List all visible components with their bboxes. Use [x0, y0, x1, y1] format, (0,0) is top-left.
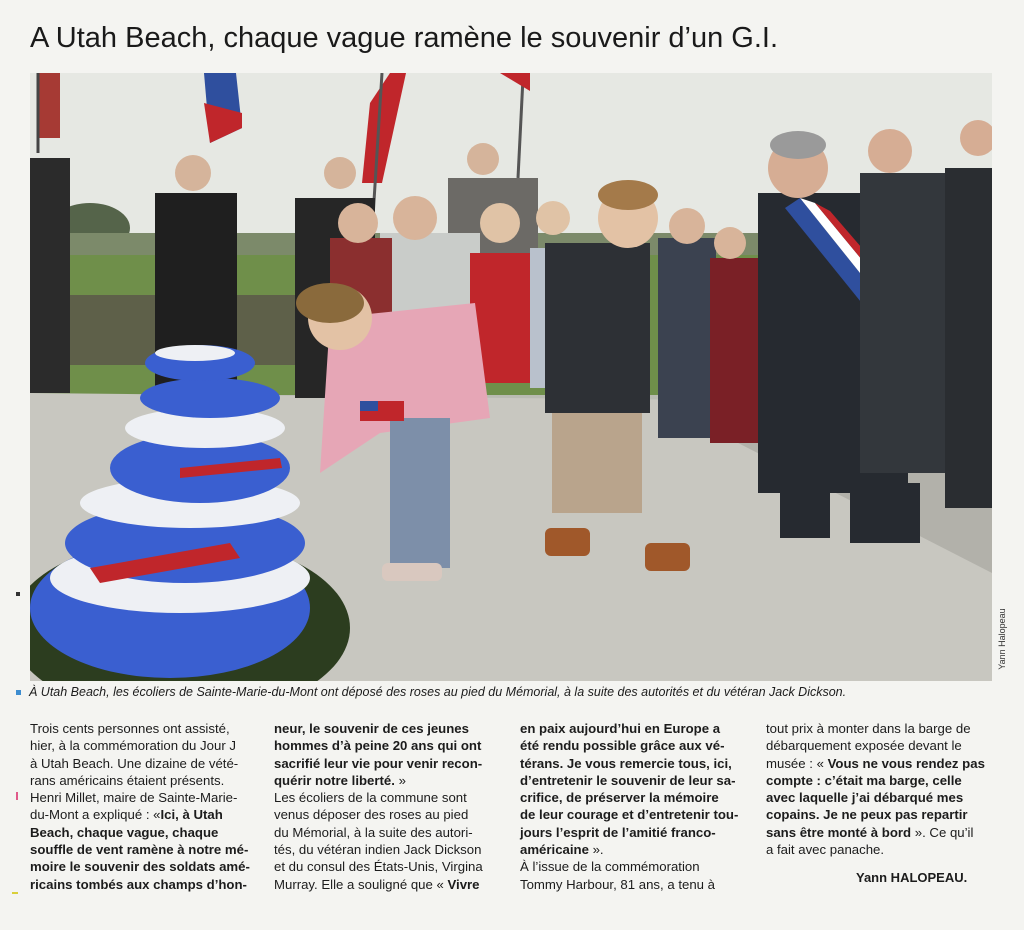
article-line-text: Murray. Elle a souligné que «	[274, 876, 444, 892]
article-line-text: sacrifié leur vie pour venir recon-	[274, 755, 483, 771]
article-line	[30, 772, 250, 789]
article-line-text: compte : c’était ma barge, celle	[766, 772, 962, 788]
article-line-text: À l’issue de la commémoration	[520, 859, 700, 875]
article-line	[766, 789, 986, 806]
article-line	[766, 806, 986, 823]
photo-credit	[992, 606, 1010, 680]
article-line-text: du-Mont a expliqué : «	[30, 807, 161, 823]
article-line	[30, 841, 250, 858]
article-line-text: été rendu possible grâce aux vé-	[520, 738, 725, 754]
article-line	[30, 858, 250, 875]
article-line-text: en paix aujourd’hui en Europe a	[520, 721, 721, 736]
article-line-text: Beach, chaque vague, chaque	[30, 824, 219, 840]
article-line	[30, 824, 250, 841]
article-line-text: tés, du vétéran indien Jack Dickson	[274, 842, 482, 858]
article-line-text: Trois cents personnes ont assisté,	[30, 721, 230, 736]
article-line-text: avec laquelle j’ai débarqué mes	[766, 790, 964, 806]
article-line	[274, 858, 494, 875]
article-line	[520, 789, 740, 806]
article-line-text: américaine	[520, 842, 589, 858]
article-line-text: Les écoliers de la commune sont	[274, 790, 467, 806]
article-photo	[30, 73, 992, 681]
article-column-2	[274, 720, 494, 893]
photo-credit-text: Yann Halopeau	[997, 608, 1007, 670]
article-line	[766, 772, 986, 789]
article-line-text: venus déposer des roses au pied	[274, 807, 469, 823]
article-line	[30, 789, 250, 806]
article-line	[274, 737, 494, 754]
margin-mark	[16, 792, 18, 800]
article-line-plain-tail: ». Ce qu’il	[911, 824, 974, 840]
article-line	[520, 858, 740, 875]
article-line-text: musée : «	[766, 755, 824, 771]
article-line	[520, 806, 740, 823]
article-line-text: d’entretenir le souvenir de leur sa-	[520, 772, 736, 788]
article-line	[30, 876, 250, 893]
article-line	[274, 806, 494, 823]
article-line-text: hier, à la commémoration du Jour J	[30, 738, 236, 754]
article-line-text: Henri Millet, maire de Sainte-Marie-	[30, 790, 238, 806]
article-line-text: quérir notre liberté.	[274, 772, 395, 788]
article-line-text: tout prix à monter dans la barge de	[766, 721, 971, 736]
article-line	[274, 876, 494, 893]
article-line-text: débarquement exposée devant le	[766, 738, 962, 754]
margin-mark	[16, 592, 20, 596]
article-line-text: ricains tombés aux champs d’hon-	[30, 876, 247, 892]
article-line-text: copains. Je ne peux pas repartir	[766, 807, 968, 823]
article-line-text: du Mémorial, à la suite des autori-	[274, 824, 473, 840]
article-line	[520, 720, 740, 737]
article-line	[520, 841, 740, 858]
article-line	[274, 824, 494, 841]
article-line	[520, 737, 740, 754]
article-signature: Yann HALOPEAU.	[856, 870, 968, 885]
article-line	[766, 755, 986, 772]
article-line-text: neur, le souvenir de ces jeunes	[274, 721, 469, 736]
article-line-text: rans américains étaient présents.	[30, 772, 225, 788]
article-line	[766, 720, 986, 737]
article-line-text: de leur courage et d’entretenir tou-	[520, 807, 739, 823]
article-line	[30, 720, 250, 737]
article-column-1	[30, 720, 250, 893]
article-column-4	[766, 720, 986, 858]
caption-bullet-icon	[16, 690, 21, 695]
article-line	[274, 841, 494, 858]
article-line	[274, 720, 494, 737]
article-line-text: moire le souvenir des soldats amé-	[30, 859, 250, 875]
photo-caption-text: À Utah Beach, les écoliers de Sainte-Marie-du-Mont ont déposé des roses au pied du Mémorial, à la suite des autorités et du vétéran Jack Dickson.	[29, 685, 847, 699]
article-line	[766, 737, 986, 754]
article-line	[520, 824, 740, 841]
article-line-bold-tail: Vous ne vous rendez pas	[823, 755, 985, 771]
article-line-text: hommes d’à peine 20 ans qui ont	[274, 738, 482, 754]
article-line-plain-tail: ».	[588, 842, 604, 858]
article-line-bold-tail: Vivre	[443, 876, 480, 892]
article-line	[520, 772, 740, 789]
article-line	[274, 755, 494, 772]
photo-caption	[16, 684, 1006, 700]
article-line-text: sans être monté à bord	[766, 824, 912, 840]
article-line	[274, 789, 494, 806]
article-line	[766, 824, 986, 841]
article-line-text: térans. Je vous remercie tous, ici,	[520, 755, 732, 771]
article-line	[520, 876, 740, 893]
margin-mark	[12, 892, 18, 894]
article-line-bold-tail: Ici, à Utah	[160, 807, 223, 823]
article-line	[766, 841, 986, 858]
article-line-text: souffle de vent ramène à notre mé-	[30, 842, 249, 858]
article-line-text: et du consul des États-Unis, Virgina	[274, 859, 483, 875]
article-line-text: Tommy Harbour, 81 ans, a tenu à	[520, 876, 715, 892]
article-line	[30, 737, 250, 754]
article-headline: A Utah Beach, chaque vague ramène le souvenir d’un G.I.	[30, 22, 779, 54]
article-line-text: jours l’esprit de l’amitié franco-	[520, 824, 716, 840]
article-line-text: à Utah Beach. Une dizaine de vété-	[30, 755, 239, 771]
article-line-text: a fait avec panache.	[766, 842, 885, 858]
article-line	[520, 755, 740, 772]
article-line-text: crifice, de préserver la mémoire	[520, 790, 719, 806]
article-line	[30, 806, 250, 823]
article-line-plain-tail: »	[394, 772, 406, 788]
article-column-3	[520, 720, 740, 893]
article-line	[274, 772, 494, 789]
article-line	[30, 755, 250, 772]
